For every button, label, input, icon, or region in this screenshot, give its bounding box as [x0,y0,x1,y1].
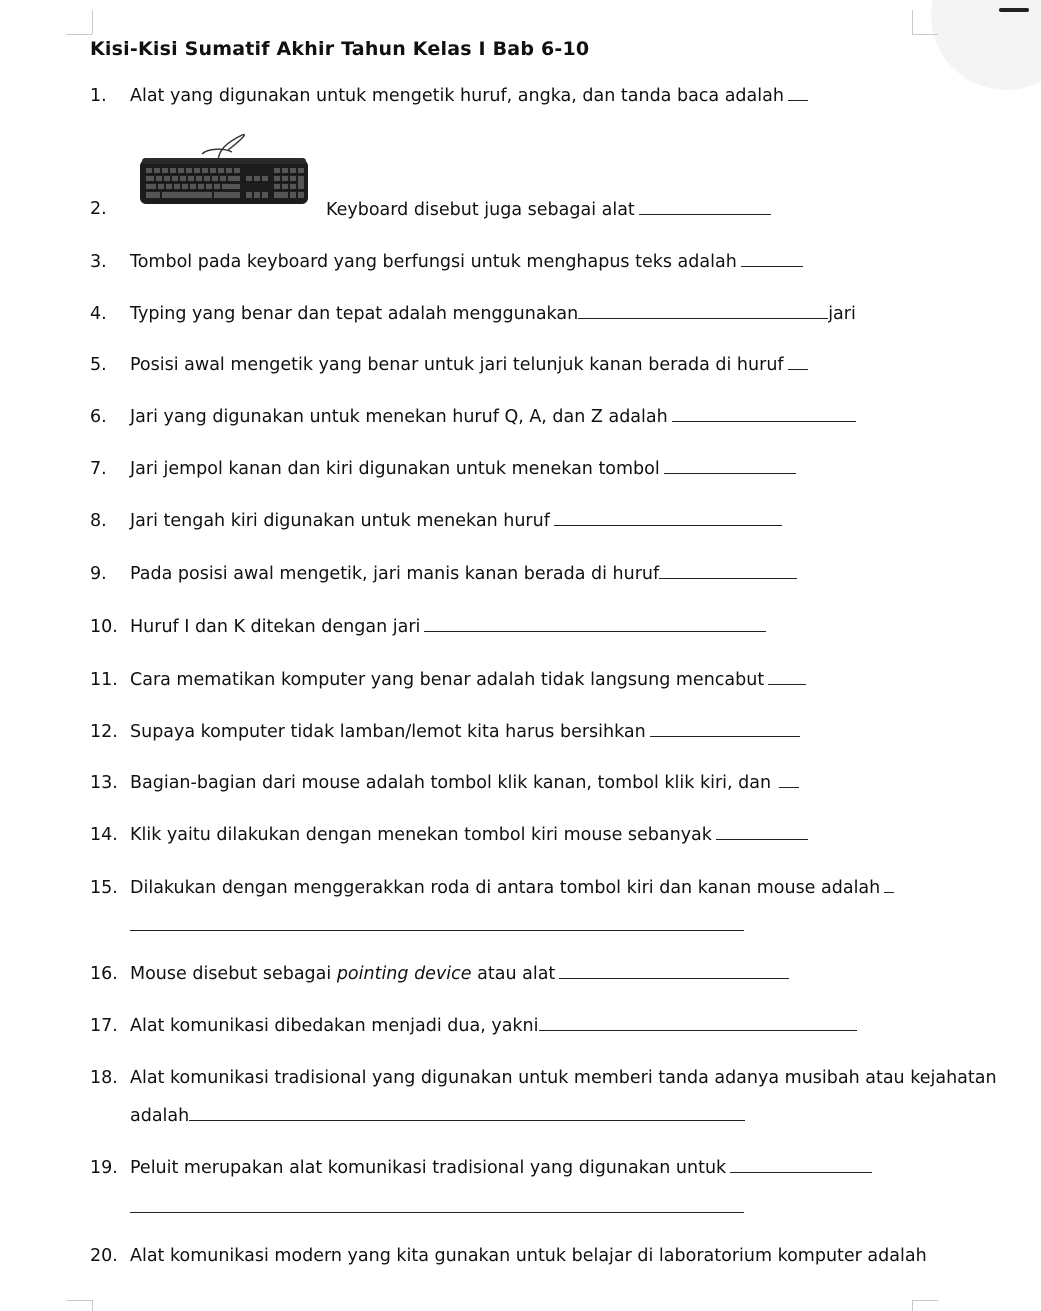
answer-blank[interactable] [559,962,789,979]
question-17 [90,1014,857,1037]
question-text: Posisi awal mengetik yang benar untuk jari telunjuk kanan berada di huruf [130,355,784,375]
page-title: Kisi-Kisi Sumatif Akhir Tahun Kelas I Bab 6-10 [90,38,590,60]
answer-blank[interactable] [884,876,894,893]
question-text: Alat yang digunakan untuk mengetik huruf, angka, dan tanda baca adalah [130,86,784,106]
answer-blank[interactable] [788,353,808,370]
question-3 [90,250,803,273]
answer-blank[interactable] [554,509,782,526]
answer-blank[interactable] [730,1156,872,1173]
question-number: 12. [90,722,118,742]
question-number: 1. [90,86,107,106]
question-number: 18. [90,1068,118,1088]
question-cont-text: adalah [130,1106,190,1126]
answer-line[interactable] [130,1212,744,1213]
question-19 [90,1156,872,1179]
crop-mark [92,1300,93,1311]
question-text: Jari yang digunakan untuk menekan huruf Q, A, dan Z adalah [130,407,668,427]
question-13 [90,771,799,794]
question-number: 8. [90,511,107,531]
question-6 [90,405,856,428]
question-11 [90,668,806,691]
question-text: Alat komunikasi dibedakan menjadi dua, yakni [130,1016,539,1036]
question-text: Peluit merupakan alat komunikasi tradisional yang digunakan untuk [130,1158,727,1178]
question-text: Bagian-bagian dari mouse adalah tombol klik kanan, tombol klik kiri, dan [130,773,772,793]
question-2 [90,198,130,220]
question-number: 3. [90,252,107,272]
answer-blank[interactable] [741,250,803,267]
question-5 [90,353,808,376]
question-4 [90,302,856,325]
crop-mark [912,1300,938,1301]
question-number: 9. [90,564,107,584]
question-text: Pada posisi awal mengetik, jari manis kanan berada di huruf [130,564,660,584]
answer-blank[interactable] [189,1104,745,1121]
question-2-text [326,198,771,221]
question-text: Alat komunikasi tradisional yang digunakan untuk memberi tanda adanya musibah atau kejahatan [130,1068,997,1088]
question-10 [90,615,766,638]
question-number: 6. [90,407,107,427]
crop-mark [912,34,938,35]
question-number: 2. [90,199,107,219]
question-text: Klik yaitu dilakukan dengan menekan tombol kiri mouse sebanyak [130,825,712,845]
question-number: 14. [90,825,118,845]
question-suffix: jari [828,304,856,324]
answer-blank[interactable] [578,302,828,319]
question-text: Jari tengah kiri digunakan untuk menekan huruf [130,511,550,531]
crop-mark [66,1300,92,1301]
answer-blank[interactable] [672,405,856,422]
question-number: 7. [90,459,107,479]
question-number: 17. [90,1016,118,1036]
question-18 [90,1067,997,1089]
question-text: Cara mematikan komputer yang benar adalah tidak langsung mencabut [130,670,765,690]
answer-blank[interactable] [650,720,800,737]
question-text: Dilakukan dengan menggerakkan roda di antara tombol kiri dan kanan mouse adalah [130,878,881,898]
question-text: Tombol pada keyboard yang berfungsi untuk menghapus teks adalah [130,252,737,272]
minimize-dash-icon[interactable] [999,8,1029,12]
question-number: 10. [90,617,118,637]
question-text: Keyboard disebut juga sebagai alat [326,200,635,220]
question-text-italic: pointing device [336,964,472,984]
question-14 [90,823,808,846]
question-20 [90,1245,927,1267]
answer-blank[interactable] [779,771,799,788]
question-number: 11. [90,670,118,690]
keyboard-image [132,130,322,210]
question-number: 16. [90,964,118,984]
question-number: 4. [90,304,107,324]
question-18-continuation [130,1104,745,1126]
question-15 [90,876,894,899]
question-text: Alat komunikasi modern yang kita gunakan untuk belajar di laboratorium komputer adalah [130,1246,927,1266]
question-text: Jari jempol kanan dan kiri digunakan untuk menekan tombol [130,459,660,479]
question-number: 20. [90,1246,118,1266]
crop-mark [66,34,92,35]
question-1 [90,84,808,107]
question-text-pre: Mouse disebut sebagai [130,964,332,984]
question-number: 15. [90,878,118,898]
question-number: 5. [90,355,107,375]
crop-mark [92,10,93,34]
answer-blank[interactable] [639,198,771,215]
question-text: Typing yang benar dan tepat adalah menggunakan [130,304,579,324]
question-text: Huruf I dan K ditekan dengan jari [130,617,421,637]
answer-blank[interactable] [664,457,796,474]
question-12 [90,720,800,743]
question-number: 13. [90,773,118,793]
question-number: 19. [90,1158,118,1178]
question-8 [90,509,782,532]
answer-blank[interactable] [716,823,808,840]
answer-blank[interactable] [539,1014,857,1031]
answer-blank[interactable] [659,562,797,579]
question-text: Supaya komputer tidak lamban/lemot kita harus bersihkan [130,722,646,742]
corner-shadow [931,0,1041,90]
answer-line[interactable] [130,930,744,931]
answer-blank[interactable] [788,84,808,101]
question-7 [90,457,796,480]
question-text-post: atau alat [477,964,556,984]
question-16 [90,962,789,985]
answer-blank[interactable] [424,615,766,632]
answer-blank[interactable] [768,668,806,685]
crop-mark [912,10,913,34]
crop-mark [912,1300,913,1311]
question-9 [90,562,797,585]
